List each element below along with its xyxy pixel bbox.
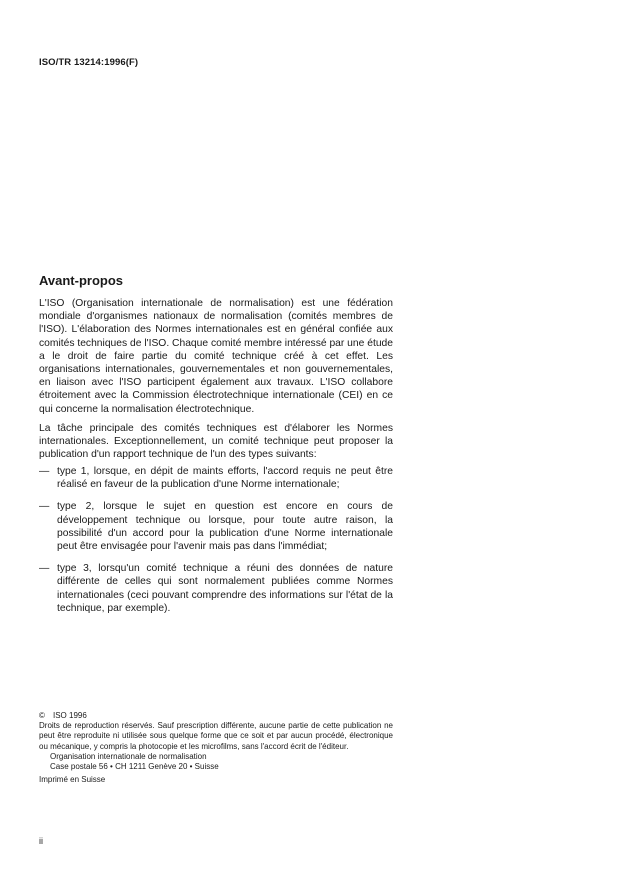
rights-notice: Droits de reproduction réservés. Sauf prescription différente, aucune partie de cette publication ne peut être reproduite ni utilisée sous quelque forme que ce soit et par aucun procédé, électronique ou mécanique, y compris la photocopie et les microfilms, sans l'accord écrit de l'éditeur.	[39, 721, 393, 751]
foreword-paragraph-1	[39, 297, 393, 416]
section-heading: Avant-propos	[39, 273, 124, 288]
copyright-symbol: ©	[39, 711, 45, 720]
report-type-list	[39, 465, 393, 624]
paragraph-text: L'ISO (Organisation internationale de normalisation) est une fédération mondiale d'organismes nationaux de normalisation (comités membres de l'ISO). L'élaboration des Normes internationales est en général confiée aux comités techniques de l'ISO. Chaque comité membre intéressé par une étude a le droit de faire partie du comité technique créé à cet effet. Les organisations internationales, gouvernementales et non gouvernementales, en liaison avec l'ISO participent également aux travaux. L'ISO collabore étroitement avec la Commission électrotechnique internationale (CEI) en ce qui concerne la normalisation électrotechnique.	[39, 298, 393, 415]
dash-bullet: —	[39, 466, 50, 477]
list-item	[39, 500, 393, 553]
printed-in: Imprimé en Suisse	[39, 775, 106, 785]
document-id: ISO/TR 13214:1996(F)	[39, 57, 139, 68]
list-item-text: type 1, lorsque, en dépit de maints efforts, l'accord requis ne peut être réalisé en faveur de la publication d'une Norme internationale;	[57, 466, 393, 491]
list-item-text: type 3, lorsqu'un comité technique a réuni des données de nature différente de celles qui sont normalement publiées comme Normes internationales (ceci pouvant comprendre des informations sur l'état de la technique, par exemple).	[57, 563, 393, 614]
organisation-name: Organisation internationale de normalisation	[50, 751, 207, 761]
list-item	[39, 562, 393, 615]
dash-bullet: —	[39, 501, 50, 513]
list-item	[39, 465, 393, 491]
copyright-line	[39, 711, 393, 721]
list-item-text: type 2, lorsque le sujet en question est encore en cours de développement technique ou lorsque, pour toute autre raison, la possibilité d'un accord pour la publication d'une Norme internationale peut être envisagée pour l'avenir mais pas dans l'immédiat;	[57, 501, 393, 553]
paragraph-text: La tâche principale des comités techniques est d'élaborer les Normes internationales. Exceptionnellement, un comité technique peut proposer la publication d'un rapport technique de l'un des types suivants:	[39, 423, 393, 461]
foreword-paragraph-2	[39, 422, 393, 462]
dash-bullet: —	[39, 563, 50, 575]
copyright-year: ISO 1996	[53, 711, 87, 720]
postal-address: Case postale 56 • CH 1211 Genève 20 • Suisse	[50, 762, 219, 772]
copyright-block	[39, 711, 393, 785]
page-number: ii	[39, 836, 43, 846]
